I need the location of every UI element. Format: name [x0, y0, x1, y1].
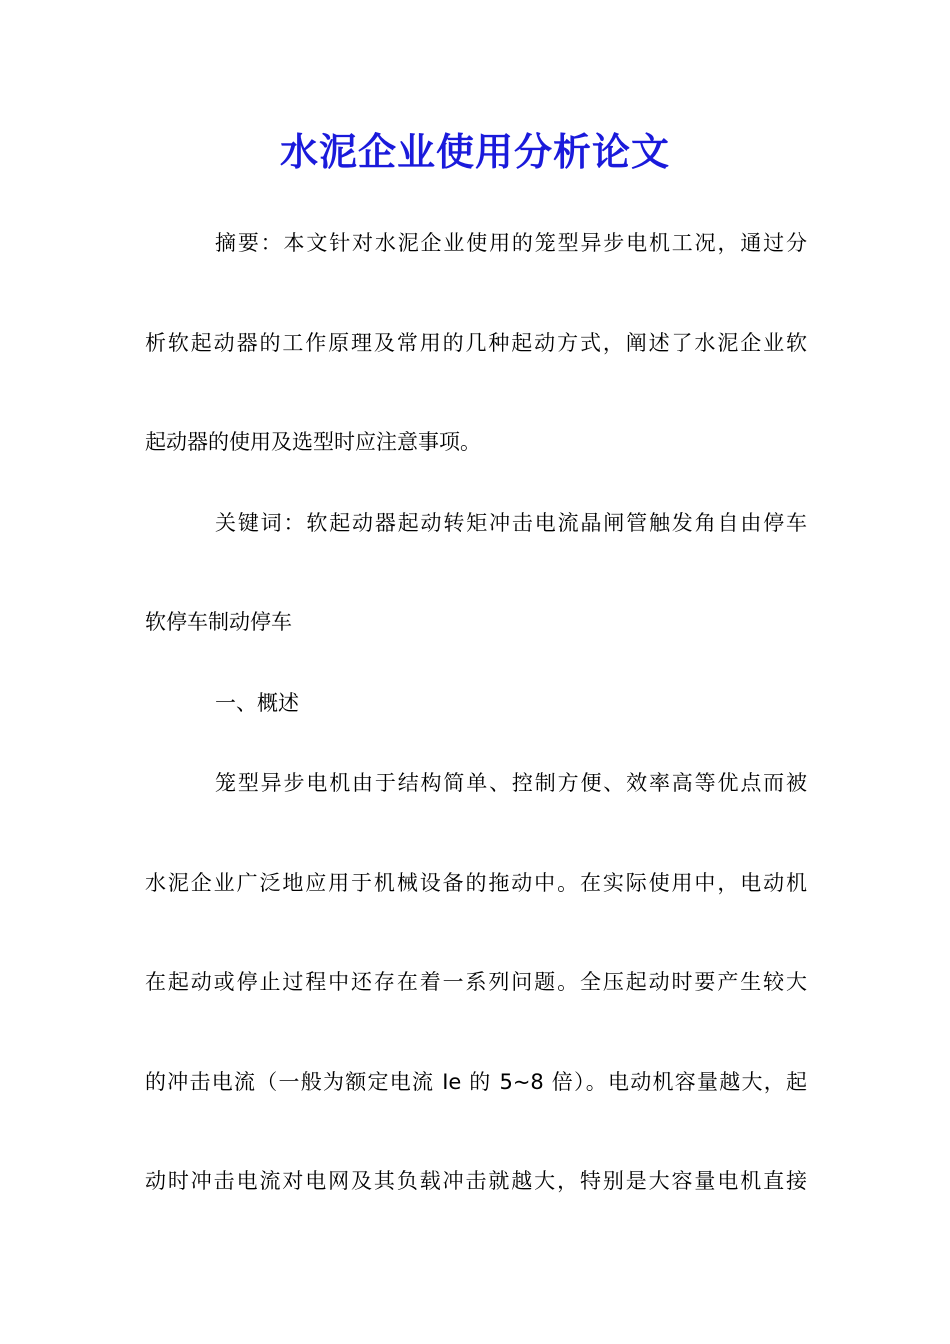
- abstract-line-1: 摘要：本文针对水泥企业使用的笼型异步电机工况，通过分: [215, 231, 807, 255]
- body-line-4: 的冲击电流（一般为额定电流 Ie 的 5~8 倍）。电动机容量越大，起: [145, 1070, 807, 1094]
- section-heading-overview: 一、概述: [215, 691, 299, 715]
- keywords-line-2: 软停车制动停车: [145, 610, 292, 634]
- body-line-2: 水泥企业广泛地应用于机械设备的拖动中。在实际使用中，电动机: [145, 871, 807, 895]
- body-line-3: 在起动或停止过程中还存在着一系列问题。全压起动时要产生较大: [145, 970, 807, 994]
- body-line-1: 笼型异步电机由于结构简单、控制方便、效率高等优点而被: [215, 771, 807, 795]
- abstract-line-2: 析软起动器的工作原理及常用的几种起动方式，阐述了水泥企业软: [145, 331, 807, 355]
- document-title: 水泥企业使用分析论文: [279, 129, 670, 174]
- abstract-line-3: 起动器的使用及选型时应注意事项。: [145, 430, 481, 454]
- body-line-5: 动时冲击电流对电网及其负载冲击就越大，特别是大容量电机直接: [145, 1169, 807, 1193]
- keywords-line-1: 关键词：软起动器起动转矩冲击电流晶闸管触发角自由停车: [215, 511, 807, 535]
